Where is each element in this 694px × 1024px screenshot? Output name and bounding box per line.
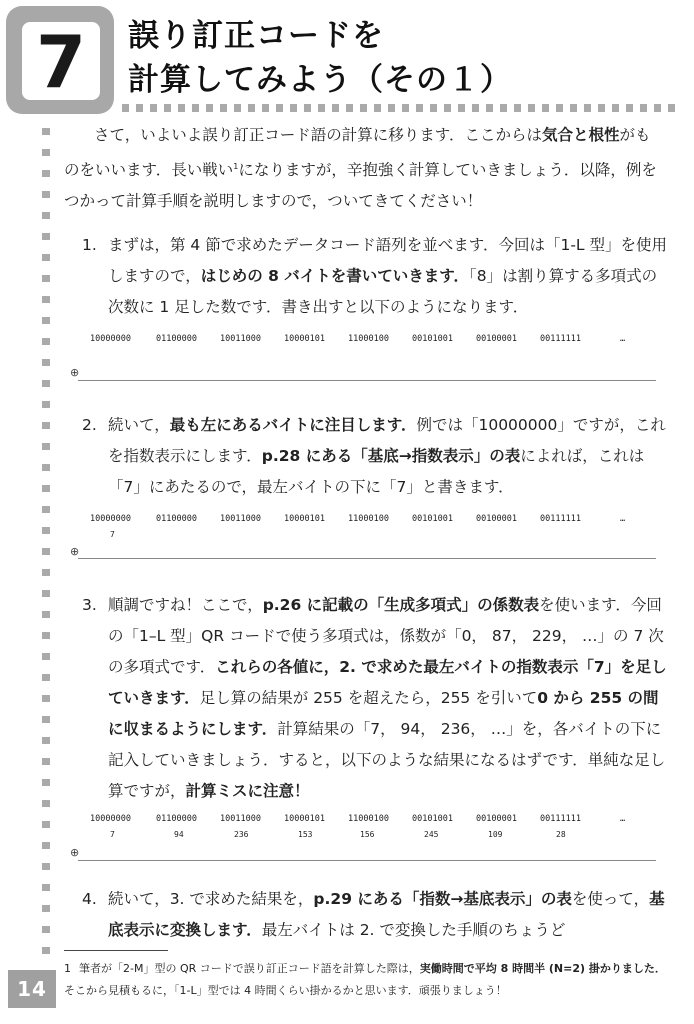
sum-value: 109 <box>488 830 503 839</box>
intro-bold-1: 気合と根性 <box>541 126 620 144</box>
step-3-bold-1: p.26 に記載の「生成多項式」の係数表 <box>262 596 540 614</box>
step-4-bold-2: 基底表示に変換します． <box>108 890 665 939</box>
byte-cell: 00101001 <box>412 334 453 344</box>
intro-text-2: がものをいいます．長い戦い <box>64 126 651 180</box>
byte-cell: 01100000 <box>156 514 197 524</box>
byte-cell: 01100000 <box>156 814 197 824</box>
byte-cell: 10011000 <box>220 334 261 344</box>
byte-cell: 10000000 <box>90 814 131 824</box>
sum-value: 236 <box>234 830 249 839</box>
step-3-bold-4: 計算ミスに注意！ <box>185 782 310 800</box>
footnote-divider <box>64 950 168 951</box>
step-4-text-2: を使って， <box>571 890 650 908</box>
byte-ellipsis: … <box>620 334 626 344</box>
step-2-text-2: 例では「10000000」ですが，これを指数表示にします． <box>108 416 666 465</box>
byte-cell: 10000101 <box>284 514 325 524</box>
step-2-number: 2. <box>82 416 97 434</box>
sum-value: 245 <box>424 830 439 839</box>
byte-cell: 11000100 <box>348 514 389 524</box>
footnote-bold-1: 実働時間で平均 8 時間半 (N=2) 掛かりました． <box>419 962 666 975</box>
byte-cell: 10011000 <box>220 514 261 524</box>
byte-ellipsis: … <box>620 814 626 824</box>
footnote-mark: 1 <box>233 162 239 171</box>
byte-row-1 <box>90 334 650 350</box>
byte-cell: 00101001 <box>412 514 453 524</box>
step-1-number: 1. <box>82 236 97 254</box>
footnote-text-2: そこから見積もるに，「1-L」型では 4 時間くらい掛かるかと思います．頑張りましょう！ <box>64 984 507 997</box>
step-2-text-3: によれば，これは「7」にあたるので，最左バイトの下に「7」と書きます． <box>108 447 645 496</box>
intro-paragraph <box>64 120 664 217</box>
step-2-bold-2: p.28 にある「基底→指数表示」の表 <box>261 447 521 465</box>
byte-cell: 00100001 <box>476 814 517 824</box>
step-3-text-4: 計算結果の「7， 94， 236， …」を，各バイトの下に記入していきましょう．すると，以下のような結果になるはずです．単純な足し算ですが， <box>108 720 666 800</box>
calc-rule-line <box>78 380 656 381</box>
step-2 <box>82 410 672 503</box>
byte-cell: 10000101 <box>284 334 325 344</box>
step-4-text-1: 続いて，3. で求めた結果を， <box>108 890 314 908</box>
byte-cell: 10000000 <box>90 334 131 344</box>
byte-cell: 10000101 <box>284 814 325 824</box>
page-title <box>128 14 512 102</box>
byte-ellipsis: … <box>620 514 626 524</box>
step-1-text-2: 「8」は割り算する多項式の次数に 1 足した数です．書き出すと以下のようになります． <box>108 267 658 316</box>
intro-text-1: さて，いよいよ誤り訂正コード語の計算に移ります．ここからは <box>94 126 542 144</box>
footnote-text-1: 筆者が「2-M」型の QR コードで誤り訂正コード語を計算した際は， <box>79 962 420 975</box>
byte-cell: 00101001 <box>412 814 453 824</box>
chapter-number: 7 <box>22 22 100 100</box>
byte-cell: 00100001 <box>476 514 517 524</box>
xor-symbol: ⊕ <box>70 545 80 558</box>
byte-row-2 <box>90 514 650 530</box>
byte-cell: 01100000 <box>156 334 197 344</box>
sum-value: 153 <box>298 830 313 839</box>
byte-row-3 <box>90 814 650 830</box>
step-4 <box>82 884 672 946</box>
step-1-bold-1: はじめの 8 バイトを書いていきます． <box>200 267 470 285</box>
intro-text-3: になりますが，辛抱強く計算していきましょう．以降，例をつかって計算手順を説明しますので，ついてきてください！ <box>64 161 657 211</box>
calc-rule-line <box>78 860 656 861</box>
sum-value: 94 <box>174 830 184 839</box>
footnote <box>64 958 676 1002</box>
calc-rule-line <box>78 558 656 559</box>
exponent-value: 7 <box>110 530 115 539</box>
step-4-text-3: 最左バイトは 2. で変換した手順のちょうど <box>261 921 566 939</box>
step-2-bold-1: 最も左にあるバイトに注目します． <box>169 416 417 434</box>
sum-value: 28 <box>556 830 566 839</box>
byte-cell: 00111111 <box>540 514 581 524</box>
title-line-1: 誤り訂正コードを <box>128 18 384 54</box>
step-3-bold-2: これらの各値に，2. で求めた最左バイトの指数表示「7」を足していきます． <box>108 658 667 707</box>
title-line-2: 計算してみよう（その１） <box>128 62 512 98</box>
chapter-number-box <box>6 6 114 114</box>
step-1 <box>82 230 672 323</box>
value-row-2 <box>90 530 650 544</box>
xor-symbol: ⊕ <box>70 366 80 379</box>
footnote-number: 1 <box>64 962 71 975</box>
byte-cell: 10000000 <box>90 514 131 524</box>
step-3-text-1: 順調ですね！ここで， <box>108 596 263 614</box>
step-4-bold-1: p.29 にある「指数→基底表示」の表 <box>313 890 572 908</box>
page-number: 14 <box>8 970 56 1008</box>
sum-value: 7 <box>110 830 115 839</box>
left-dotted-border <box>42 128 50 958</box>
byte-cell: 00111111 <box>540 814 581 824</box>
step-3 <box>82 590 672 807</box>
step-3-text-2: を使います．今回の「1–L 型」QR コードで使う多項式は，係数が「0， 87， 229， …」の 7 次の多項式です． <box>108 596 664 676</box>
xor-symbol: ⊕ <box>70 846 80 859</box>
byte-cell: 00100001 <box>476 334 517 344</box>
byte-cell: 11000100 <box>348 814 389 824</box>
byte-cell: 00111111 <box>540 334 581 344</box>
step-2-text-1: 続いて， <box>108 416 170 434</box>
value-row-3 <box>90 830 650 844</box>
byte-cell: 10011000 <box>220 814 261 824</box>
step-3-number: 3. <box>82 596 97 614</box>
step-1-text-1: まずは，第 4 節で求めたデータコード語列を並べます．今回は「1-L 型」を使用しますので， <box>108 236 667 285</box>
step-3-text-3: 足し算の結果が 255 を超えたら，255 を引いて <box>199 689 538 707</box>
step-3-bold-3: 0 から 255 の間に収まるようにします． <box>108 689 659 738</box>
step-4-number: 4. <box>82 890 97 908</box>
sum-value: 156 <box>360 830 375 839</box>
byte-cell: 11000100 <box>348 334 389 344</box>
title-dotted-divider <box>122 104 682 112</box>
